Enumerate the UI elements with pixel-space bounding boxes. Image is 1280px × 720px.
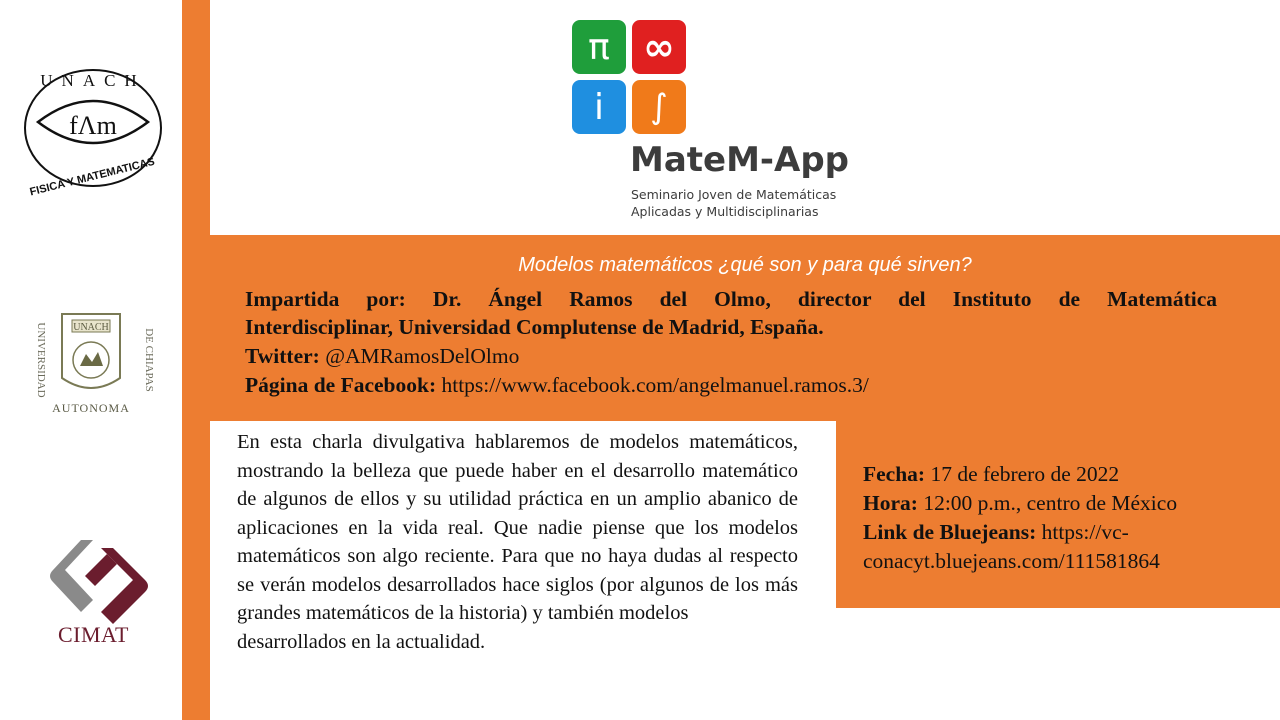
twitter-label: Twitter:: [245, 344, 320, 368]
app-subtitle: [631, 186, 836, 220]
speaker-line1: Impartida por: Dr. Ángel Ramos del Olmo, director del Instituto de Matemática: [245, 287, 1217, 311]
talk-title: Modelos matemáticos ¿qué son y para qué sirven?: [518, 254, 972, 276]
date-row: [863, 460, 1243, 489]
link-row: [863, 518, 1243, 576]
app-subtitle-line2: Aplicadas y Multidisciplinarias: [631, 204, 819, 219]
fam-text: fΛm: [69, 111, 117, 140]
infinity-icon: ∞: [632, 20, 686, 74]
time-row: [863, 489, 1243, 518]
seal-text: UNACH: [73, 322, 109, 333]
matem-app-logo: [572, 20, 690, 134]
universidad-text: UNIVERSIDAD: [35, 322, 47, 398]
facebook-info: [245, 371, 869, 399]
facebook-link[interactable]: https://www.facebook.com/angelmanuel.ramos.3/: [436, 373, 869, 397]
pi-icon: π: [572, 20, 626, 74]
unach-fam-logo: [18, 60, 168, 200]
app-subtitle-line1: Seminario Joven de Matemáticas: [631, 187, 837, 202]
de-chiapas-text: DE CHIAPAS: [143, 328, 155, 392]
integral-icon: ∫: [632, 80, 686, 134]
fisica-text: FISICA Y MATEMATICAS: [28, 155, 156, 199]
autonoma-text: AUTONOMA: [52, 401, 130, 415]
time-value: 12:00 p.m., centro de México: [917, 491, 1178, 515]
event-details: [863, 460, 1243, 576]
unach-university-logo: [0, 298, 182, 422]
bluejeans-link[interactable]: https://vc-conacyt.bluejeans.com/111581864: [863, 520, 1160, 573]
facebook-label: Página de Facebook:: [245, 373, 437, 397]
twitter-handle[interactable]: @AMRamosDelOlmo: [319, 344, 520, 368]
date-label: Fecha:: [863, 462, 926, 486]
abstract-text: [237, 428, 798, 656]
link-label: Link de Bluejeans:: [863, 520, 1037, 544]
date-value: 17 de febrero de 2022: [925, 462, 1120, 486]
time-label: Hora:: [863, 491, 918, 515]
cimat-label: CIMAT: [58, 622, 129, 647]
app-name: MateM-App: [630, 140, 850, 180]
twitter-info: [245, 342, 519, 370]
abstract-last-line: desarrollados en la actualidad.: [237, 630, 486, 653]
unach-ring-text: UNACH: [40, 71, 146, 90]
speaker-line2: Interdisciplinar, Universidad Complutense de Madrid, España.: [245, 315, 824, 339]
imaginary-i-icon: i: [572, 80, 626, 134]
abstract-body: En esta charla divulgativa hablaremos de modelos matemáticos, mostrando la belleza que puede haber en el desarrollo matemático de algunos de ellos y su utilidad práctica en un amplio abanico de aplicaciones en la vida real. Que nadie piense que los modelos matemáticos son algo reciente. Para que no haya dudas al respecto se verán modelos desarrollados hace siglos (por algunos de los más grandes matemáticos de la historia) y también modelos: [237, 431, 798, 624]
